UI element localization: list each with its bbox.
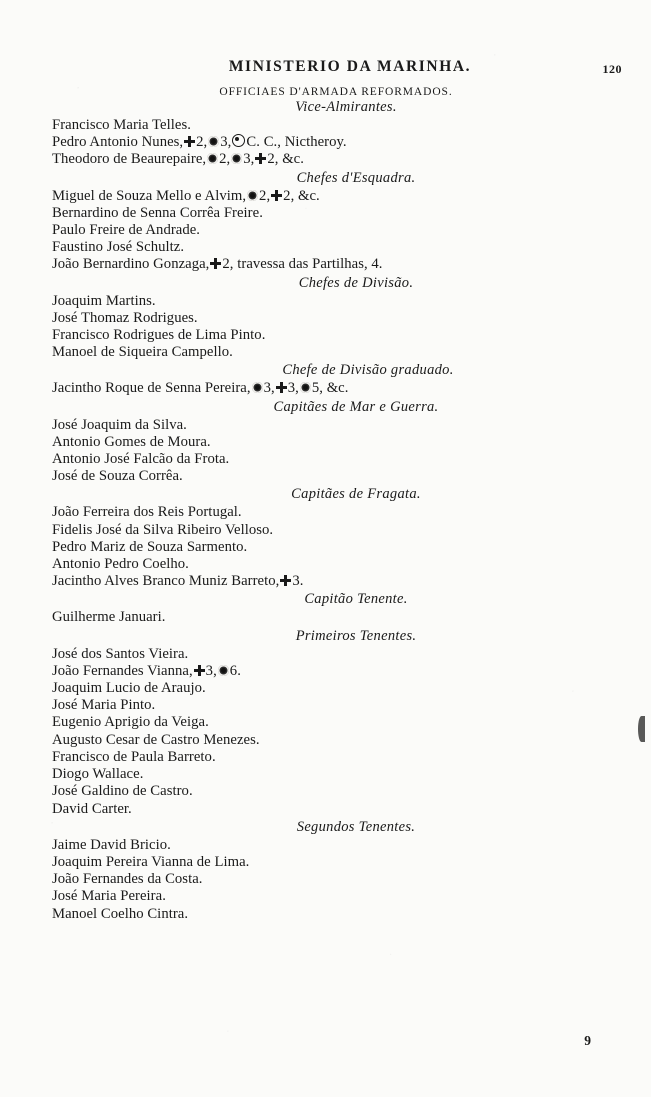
rank-heading: Chefe de Divisão graduado.: [282, 362, 454, 379]
officer-entry: Miguel de Souza Mello e Alvim, 2, 2, &c.: [52, 187, 320, 204]
officer-entry: Eugenio Aprigio da Veiga.: [52, 714, 209, 731]
officer-entry: Bernardino de Senna Corrêa Freire.: [52, 204, 263, 221]
officer-entry: José de Souza Corrêa.: [52, 468, 183, 485]
officer-entry: José Galdino de Castro.: [52, 783, 193, 800]
officer-name: Jacintho Alves Branco Muniz Barreto,: [52, 573, 280, 590]
order-maltese-cross-icon: [276, 382, 287, 393]
officer-entry: Pedro Antonio Nunes, 2, 3, C. C., Nictheroy.: [52, 134, 347, 151]
order-cross-icon: [280, 575, 291, 586]
page-number: 9: [584, 1033, 591, 1048]
officer-name: João Fernandes Vianna,: [52, 662, 193, 679]
page-header: [52, 58, 622, 80]
section-subhead: OFFICIAES D'ARMADA REFORMADOS.: [219, 86, 453, 98]
officer-entry: Francisco Rodrigues de Lima Pinto.: [52, 327, 266, 344]
order-star-icon: [218, 665, 229, 676]
order-star-icon: [208, 136, 219, 147]
officer-entry: Jacintho Alves Branco Muniz Barreto, 3.: [52, 573, 304, 590]
officer-entry: Guilherme Januari.: [52, 609, 166, 626]
officer-entry: Augusto Cesar de Castro Menezes.: [52, 731, 260, 748]
officer-entry: Faustino José Schultz.: [52, 239, 185, 256]
officer-entry: Theodoro de Beaurepaire, 2, 3, 2, &c.: [52, 151, 304, 168]
officer-entry: Francisco de Paula Barreto.: [52, 748, 216, 765]
officer-entry: Antonio José Falcão da Frota.: [52, 451, 230, 468]
order-cross-icon: [255, 153, 266, 164]
rank-heading: Capitães de Fragata.: [291, 486, 421, 503]
order-circle-icon: [232, 134, 245, 147]
officer-entry: Joaquim Martins.: [52, 292, 156, 309]
order-cross-icon: [210, 258, 221, 269]
officer-name: Miguel de Souza Mello e Alvim,: [52, 187, 247, 204]
officer-entry: João Fernandes Vianna, 3, 6.: [52, 662, 241, 679]
officer-entry: Antonio Gomes de Moura.: [52, 433, 211, 450]
rank-heading: Capitães de Mar e Guerra.: [273, 398, 439, 415]
officer-entry: Paulo Freire de Andrade.: [52, 222, 201, 239]
officer-name: Jacintho Roque de Senna Pereira,: [52, 380, 251, 397]
order-cross-icon: [184, 136, 195, 147]
order-star-icon: [207, 153, 218, 164]
officer-name: Theodoro de Beaurepaire,: [52, 151, 207, 168]
officer-entry: João Bernardino Gonzaga, 2, travessa das Partilhas, 4.: [52, 256, 383, 273]
order-star-icon: [247, 190, 258, 201]
rank-heading: Primeiros Tenentes.: [295, 627, 417, 644]
running-head: MINISTERIO DA MARINHA.: [228, 58, 472, 75]
rank-heading: Vice-Almirantes.: [295, 99, 397, 115]
rank-heading: Segundos Tenentes.: [296, 818, 416, 835]
folio-number: 120: [602, 62, 622, 76]
order-cross-icon: [271, 190, 282, 201]
order-star-icon: [300, 382, 311, 393]
rank-heading: Capitão Tenente.: [304, 591, 408, 608]
officer-entry: Manoel Coelho Cintra.: [52, 905, 189, 922]
officer-entry: José dos Santos Vieira.: [52, 645, 189, 662]
officer-entry: José Thomaz Rodrigues.: [52, 309, 198, 326]
rank-heading: Chefes d'Esquadra.: [296, 169, 416, 186]
order-star-icon: [231, 153, 242, 164]
officer-entry: Diogo Wallace.: [52, 766, 144, 783]
officer-entry: João Ferreira dos Reis Portugal.: [52, 504, 242, 521]
officer-entry: David Carter.: [52, 800, 132, 817]
officer-name: Pedro Antonio Nunes,: [52, 134, 184, 151]
officer-entry: João Fernandes da Costa.: [52, 871, 203, 888]
officer-name: João Bernardino Gonzaga,: [52, 256, 210, 273]
officer-entry: Pedro Mariz de Souza Sarmento.: [52, 538, 248, 555]
officer-entry: Francisco Maria Telles.: [52, 117, 191, 133]
officer-entry: Joaquim Pereira Vianna de Lima.: [52, 853, 250, 870]
officer-entry: Manoel de Siqueira Campello.: [52, 344, 233, 361]
officer-entry: José Maria Pereira.: [52, 888, 166, 905]
rank-heading: Chefes de Divisão.: [298, 274, 414, 291]
page-content: [52, 58, 622, 923]
officer-entry: Jacintho Roque de Senna Pereira, 3, 3, 5, &c.: [52, 380, 349, 397]
page-edge-artifact: [638, 716, 645, 742]
officer-entry: Joaquim Lucio de Araujo.: [52, 680, 206, 697]
officer-entry: José Maria Pinto.: [52, 697, 156, 714]
order-star-icon: [252, 382, 263, 393]
officer-entry: Fidelis José da Silva Ribeiro Velloso.: [52, 521, 274, 538]
order-maltese-cross-icon: [194, 665, 205, 676]
officer-entry: Jaime David Bricio.: [52, 836, 171, 853]
officer-entry: Antonio Pedro Coelho.: [52, 556, 189, 573]
officer-entry: José Joaquim da Silva.: [52, 416, 187, 433]
